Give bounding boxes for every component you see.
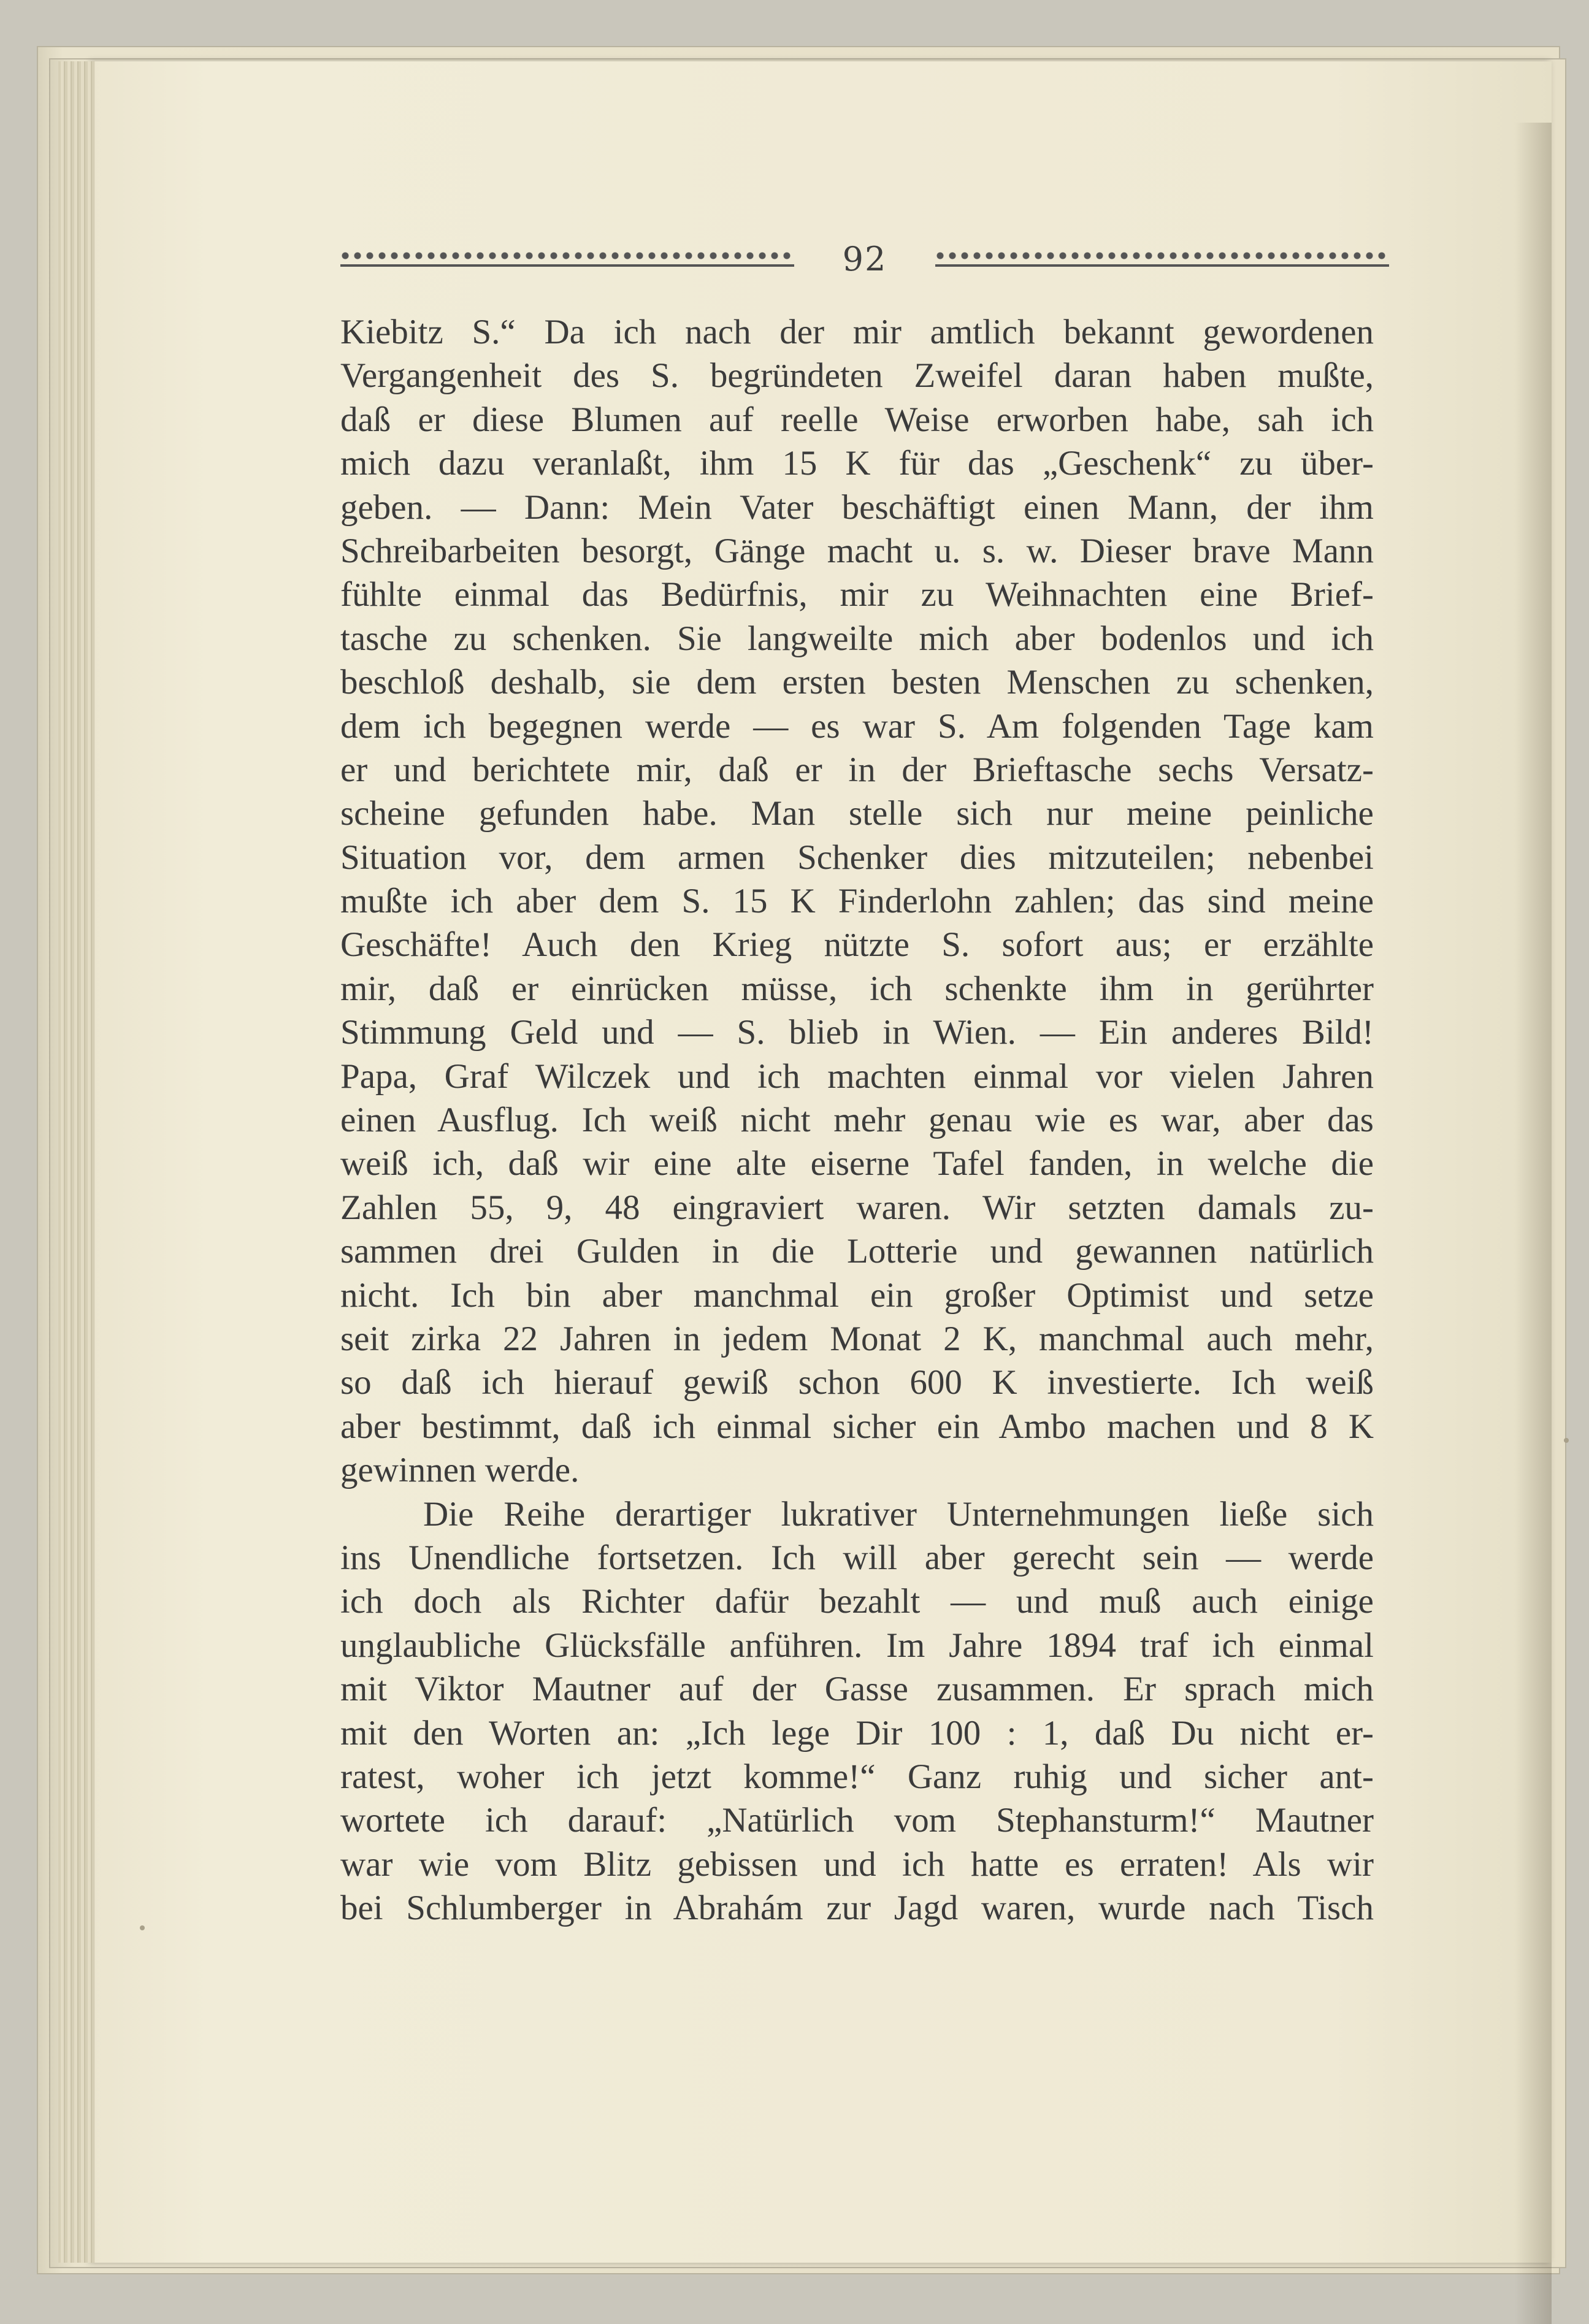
text-line: mit Viktor Mautner auf der Gasse zusammen. Er sprach mich [340,1670,1374,1709]
text-line: sammen drei Gulden in die Lotterie und gewannen natürlich [340,1232,1374,1271]
text-line: geben. — Dann: Mein Vater beschäftigt einen Mann, der ihm [340,487,1374,527]
text-line: mir, daß er einrücken müsse, ich schenkte ihm in gerührter [340,969,1374,1008]
text-line: aber bestimmt, daß ich einmal sicher ein Ambo machen und 8 K [340,1407,1374,1446]
text-line: war wie vom Blitz gebissen und ich hatte es erraten! Als wir [340,1844,1374,1884]
text-line: Kiebitz S.“ Da ich nach der mir amtlich bekannt gewordenen [340,313,1374,351]
paper-speck [140,1925,145,1930]
text-line: Situation vor, dem armen Schenker dies mitzuteilen; nebenbei [340,838,1374,877]
page-fold-shadow [1515,123,1552,2324]
text-line: Geschäfte! Auch den Krieg nützte S. sofort aus; er erzählte [340,925,1374,965]
text-line: Schreibarbeiten besorgt, Gänge macht u. s. w. Dieser brave Mann [340,531,1374,570]
text-line: wortete ich darauf: „Natürlich vom Stephansturm!“ Mautner [340,1801,1374,1840]
body-text [340,310,1374,1930]
text-line: weiß ich, daß wir eine alte eiserne Tafel fanden, in welche die [340,1144,1374,1183]
text-line: mußte ich aber dem S. 15 K Finderlohn zahlen; das sind meine [340,882,1374,921]
text-line: mit den Worten an: „Ich lege Dir 100 : 1, daß Du nicht er- [340,1713,1374,1753]
text-line: Papa, Graf Wilczek und ich machten einmal vor vielen Jahren [340,1057,1374,1096]
text-line: so daß ich hierauf gewiß schon 600 K investierte. Ich weiß [340,1363,1374,1402]
text-line: er und berichtete mir, daß er in der Brieftasche sechs Versatz- [340,750,1374,789]
text-line: Die Reihe derartiger lukrativer Unternehmungen ließe sich [423,1494,1374,1534]
text-line: seit zirka 22 Jahren in jedem Monat 2 K, manchmal auch mehr, [340,1319,1374,1358]
page-number: 92 [842,239,887,278]
text-line: scheine gefunden habe. Man stelle sich nur meine peinliche [340,794,1374,833]
text-line: dem ich begegnen werde — es war S. Am folgenden Tage kam [340,706,1374,746]
paper-speck [1564,1438,1569,1443]
text-line: ratest, woher ich jetzt komme!“ Ganz ruhig und sicher ant- [340,1757,1374,1796]
text-line: Stimmung Geld und — S. blieb in Wien. — Ein anderes Bild! [340,1013,1374,1052]
text-line: ins Unendliche fortsetzen. Ich will aber gerecht sein — werde [340,1538,1374,1577]
text-line: bei Schlumberger in Abrahám zur Jagd waren, wurde nach Tisch [340,1889,1374,1928]
text-line: ich doch als Richter dafür bezahlt — und muß auch einige [340,1582,1374,1621]
header-ornament-left [340,251,794,267]
page-header [340,240,1389,277]
text-line: daß er diese Blumen auf reelle Weise erworben habe, sah ich [340,400,1374,439]
text-line: tasche zu schenken. Sie langweilte mich aber bodenlos und ich [340,619,1374,658]
text-line: gewinnen werde. [340,1451,580,1490]
text-line: Zahlen 55, 9, 48 eingraviert waren. Wir setzten damals zu- [340,1188,1374,1227]
text-line: Vergangenheit des S. begründeten Zweifel daran haben mußte, [340,356,1374,396]
text-line: einen Ausflug. Ich weiß nicht mehr genau wie es war, aber das [340,1101,1374,1140]
text-line: unglaubliche Glücksfälle anführen. Im Jahre 1894 traf ich einmal [340,1626,1374,1665]
text-line: fühlte einmal das Bedürfnis, mir zu Weihnachten eine Brief- [340,575,1374,614]
header-ornament-right [935,251,1389,267]
text-line: nicht. Ich bin aber manchmal ein großer Optimist und setze [340,1275,1374,1315]
page-gutter [58,61,95,2263]
text-line: beschloß deshalb, sie dem ersten besten Menschen zu schenken, [340,663,1374,702]
text-line: mich dazu veranlaßt, ihm 15 K für das „Geschenk“ zu über- [340,444,1374,483]
